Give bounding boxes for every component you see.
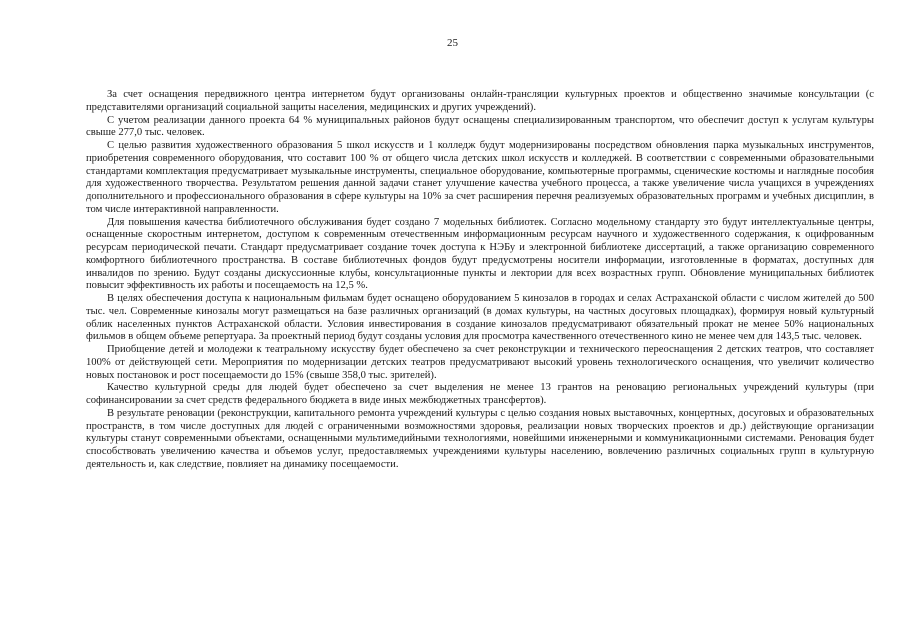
body-text — [86, 89, 874, 472]
paragraph-cinemas: В целях обеспечения доступа к национальным фильмам будет оснащено оборудованием 5 кинозалов в городах и селах Астраханской области с числом жителей до 500 тыс. чел. Современные кинозалы могут размещаться на базе различных организаций (в домах культуры, на частных досуговых площадках), формируя новый культурный облик населенных пунктов Астраханской области. Условия инвестирования в создание кинозалов предусматривают обязательный прокат не менее 50% национальных фильмов в общем объеме репертуара. За проектный период будут созданы условия для просмотра качественного отечественного кино не менее чем для 143,5 тыс. человек. — [86, 293, 874, 343]
paragraph-grants: Качество культурной среды для людей будет обеспечено за счет выделения не менее 13 грантов на реновацию региональных учреждений культуры (при софинансировании за счет средств федерального бюджета в виде иных межбюджетных трансфертов). — [86, 382, 874, 406]
paragraph-transport: С учетом реализации данного проекта 64 % муниципальных районов будут оснащены специализированным транспортом, что обеспечит доступ к услугам культуры свыше 277,0 тыс. человек. — [86, 114, 874, 139]
paragraph-children-theatres: Приобщение детей и молодежи к театральному искусству будет обеспечено за счет реконструкции и технического переоснащения 2 детских театров, что составляет 100% от действующей сети. Мероприятия по модернизации детских театров предусматривают высокий уровень технологического оснащения, что увеличит количество новых постановок и рост посещаемости до 15% (свыше 358,0 тыс. зрителей). — [86, 344, 874, 381]
page-number: 25 — [447, 37, 458, 49]
paragraph-online-broadcasts: За счет оснащения передвижного центра интернетом будут организованы онлайн-трансляции культурных проектов и общественно значимые консультации (с представителями организаций социальной защиты населения, медицинских и других учреждений). — [86, 89, 874, 113]
paragraph-renovation: В результате реновации (реконструкции, капитального ремонта учреждений культуры с целью создания новых выставочных, концертных, досуговых и образовательных пространств, в том числе доступных для людей с ограниченными возможностями здоровья, реализации новых творческих проектов и др.) действующие организации культуры станут современными объектами, оснащенными мультимедийными технологиями, новейшими инженерными и коммуникационными системами. Реновация будет способствовать увеличению качества и объемов услуг, предоставляемых учреждениями культуры населению, вовлечению различных социальных групп в культурную деятельность и, как следствие, повлияет на динамику посещаемости. — [86, 407, 874, 470]
paragraph-art-education: С целью развития художественного образования 5 школ искусств и 1 колледж будут модернизированы посредством обновления парка музыкальных инструментов, приобретения современного оборудования, что составит 100 % от общего числа детских школ искусств и колледжей. В соответствии с современными образовательными стандартами комплектация предусматривает музыкальные инструменты, специальное оборудование, компьютерные программы, сценические костюмы и наглядные пособия для художественного творчества. Результатом решения данной задачи станет улучшение качества учебного процесса, а также увеличение числа учащихся в учреждениях дополнительного и профессионального образования в сфере культуры на 10% за счет расширения перечня реализуемых образовательных программ и учебных дисциплин, в том числе интерактивной направленности. — [86, 140, 874, 215]
paragraph-model-libraries: Для повышения качества библиотечного обслуживания будет создано 7 модельных библиотек. Согласно модельному стандарту это будут интеллектуальные центры, оснащенные скоростным интернетом, доступом к современным отечественным информационным ресурсам научного и художественного содержания, к оцифрованным ресурсам периодической печати. Стандарт предусматривает создание точек доступа к НЭБу и электронной библиотеке диссертаций, а также организацию современного комфортного библиотечного пространства. В составе библиотечных фондов будут предусмотрены носители информации, изготовленные в форматах, доступных для инвалидов по зрению. Будут созданы дискуссионные клубы, консультационные пункты и лектории для всех возрастных групп. Обновление муниципальных библиотек повысит эффективность их работы и посещаемость на 12,5 %. — [86, 216, 874, 292]
